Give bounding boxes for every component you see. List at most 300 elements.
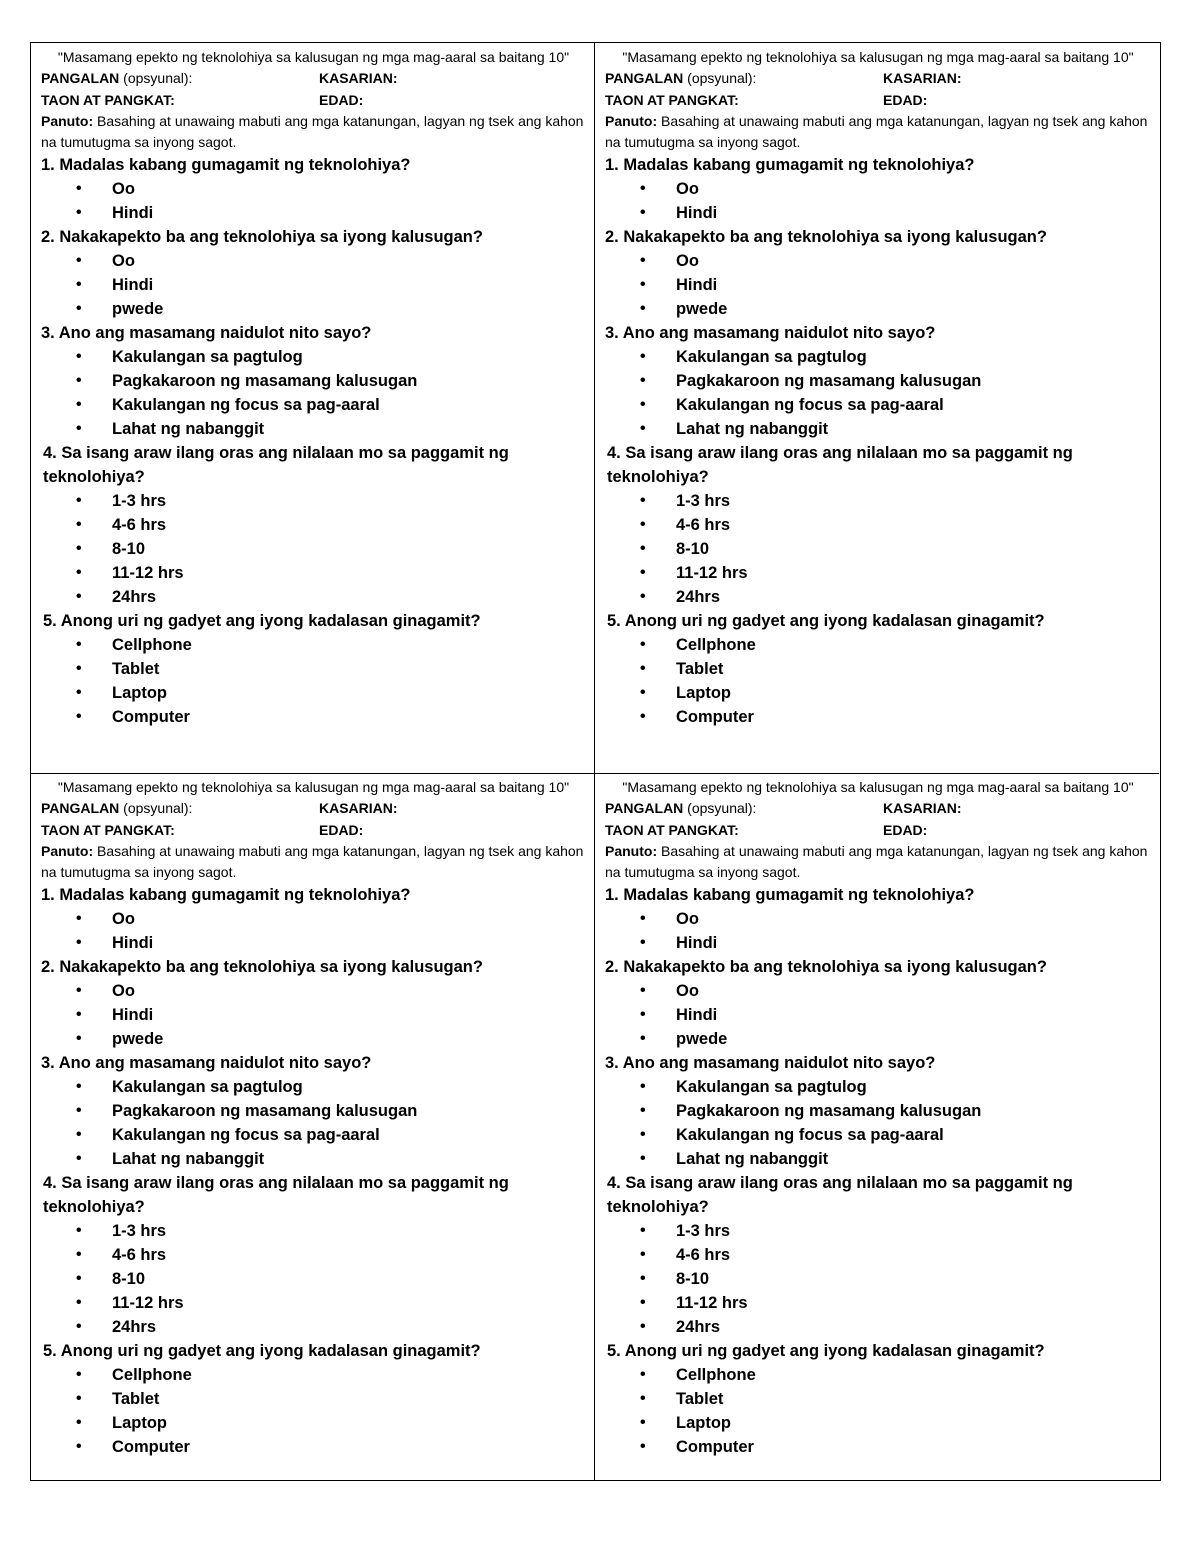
bullet-icon: • — [640, 934, 646, 951]
year-label: TAON AT PANGKAT: — [605, 91, 739, 108]
instructions-text: Basahing at unawaing mabuti ang mga katanungan, lagyan ng tsek ang kahon na tumutugma sa inyong sagot. — [605, 843, 1148, 880]
option[interactable] — [41, 657, 586, 681]
option[interactable] — [605, 1075, 1151, 1099]
instructions — [41, 111, 586, 153]
bullet-icon: • — [76, 276, 82, 293]
question-1-options — [41, 907, 586, 955]
option[interactable] — [605, 249, 1151, 273]
bullet-icon: • — [76, 1390, 82, 1407]
question-5-options — [605, 633, 1151, 729]
bullet-icon: • — [640, 636, 646, 653]
bullet-icon: • — [76, 660, 82, 677]
survey-card — [595, 43, 1159, 774]
question-1-options — [605, 177, 1151, 225]
survey-title: "Masamang epekto ng teknolohiya sa kalusugan ng mga mag-aaral sa baitang 10" — [57, 49, 570, 65]
option[interactable] — [41, 705, 586, 729]
option[interactable] — [41, 907, 586, 931]
option[interactable] — [605, 1027, 1151, 1051]
option[interactable] — [605, 1411, 1151, 1435]
option-label: 8-10 — [112, 540, 146, 558]
option-label: Lahat ng nabanggit — [112, 1150, 265, 1168]
bullet-icon: • — [76, 300, 82, 317]
instructions — [41, 841, 586, 883]
option[interactable] — [41, 1099, 586, 1123]
option-label: pwede — [676, 300, 728, 318]
question-5-options — [605, 1363, 1151, 1459]
question-3: 3. Ano ang masamang naidulot nito sayo? — [41, 1054, 372, 1072]
question-4-options — [605, 489, 1151, 609]
bullet-icon: • — [640, 300, 646, 317]
question-1-options — [41, 177, 586, 225]
bullet-icon: • — [76, 1126, 82, 1143]
bullet-icon: • — [640, 252, 646, 269]
option-label: Computer — [676, 1438, 754, 1456]
question-5: 5. Anong uri ng gadyet ang iyong kadalasan ginagamit? — [43, 612, 481, 630]
option-label: 11-12 hrs — [676, 1294, 748, 1312]
bullet-icon: • — [640, 180, 646, 197]
option-label: Hindi — [676, 204, 718, 222]
bullet-icon: • — [76, 252, 82, 269]
option-label: Tablet — [676, 660, 724, 678]
bullet-icon: • — [76, 492, 82, 509]
instructions — [605, 841, 1151, 883]
bullet-icon: • — [76, 910, 82, 927]
bullet-icon: • — [76, 204, 82, 221]
option[interactable] — [605, 1147, 1151, 1171]
bullet-icon: • — [76, 396, 82, 413]
option[interactable] — [605, 537, 1151, 561]
option[interactable] — [605, 1363, 1151, 1387]
option[interactable] — [41, 177, 586, 201]
question-1: 1. Madalas kabang gumagamit ng teknolohiya? — [41, 156, 411, 174]
bullet-icon: • — [76, 1414, 82, 1431]
name-hint: (opsyunal): — [683, 70, 757, 86]
option-label: Hindi — [112, 276, 154, 294]
bullet-icon: • — [640, 396, 646, 413]
option-label: Hindi — [112, 934, 154, 952]
bullet-icon: • — [76, 564, 82, 581]
option[interactable] — [41, 633, 586, 657]
bullet-icon: • — [76, 934, 82, 951]
option[interactable] — [605, 201, 1151, 225]
option[interactable] — [605, 369, 1151, 393]
option-label: Hindi — [112, 204, 154, 222]
option[interactable] — [41, 1387, 586, 1411]
instructions — [605, 111, 1151, 153]
option[interactable] — [41, 1267, 586, 1291]
option[interactable] — [41, 1411, 586, 1435]
bullet-icon: • — [640, 708, 646, 725]
option[interactable] — [41, 1003, 586, 1027]
option[interactable] — [41, 1435, 586, 1459]
name-label: PANGALAN — [605, 800, 684, 816]
question-2-options — [41, 979, 586, 1051]
bullet-icon: • — [76, 348, 82, 365]
option[interactable] — [41, 489, 586, 513]
option-label: Computer — [112, 1438, 190, 1456]
bullet-icon: • — [76, 1294, 82, 1311]
question-3-options — [41, 1075, 586, 1171]
option-label: 1-3 hrs — [112, 492, 167, 510]
option-label: Oo — [112, 252, 135, 270]
option-label: Kakulangan ng focus sa pag-aaral — [676, 396, 944, 414]
option-label: 24hrs — [676, 1318, 721, 1336]
bullet-icon: • — [640, 1390, 646, 1407]
option[interactable] — [605, 1267, 1151, 1291]
name-label: PANGALAN — [605, 70, 684, 86]
option-label: Oo — [112, 180, 135, 198]
bullet-icon: • — [640, 348, 646, 365]
option[interactable] — [41, 1219, 586, 1243]
bullet-icon: • — [76, 180, 82, 197]
question-3: 3. Ano ang masamang naidulot nito sayo? — [605, 324, 936, 342]
question-3: 3. Ano ang masamang naidulot nito sayo? — [41, 324, 372, 342]
option[interactable] — [605, 1123, 1151, 1147]
option[interactable] — [605, 657, 1151, 681]
option[interactable] — [605, 585, 1151, 609]
option[interactable] — [605, 705, 1151, 729]
question-2-options — [41, 249, 586, 321]
bullet-icon: • — [76, 588, 82, 605]
option-label: Tablet — [112, 660, 160, 678]
instructions-label: Panuto: — [41, 843, 94, 859]
option[interactable] — [41, 681, 586, 705]
name-sex-row — [605, 68, 1151, 90]
name-hint: (opsyunal): — [119, 70, 193, 86]
option-label: Laptop — [112, 684, 167, 702]
bullet-icon: • — [640, 1102, 646, 1119]
question-1-options — [605, 907, 1151, 955]
bullet-icon: • — [640, 1294, 646, 1311]
bullet-icon: • — [76, 1438, 82, 1455]
option[interactable] — [605, 393, 1151, 417]
option[interactable] — [605, 297, 1151, 321]
bullet-icon: • — [640, 684, 646, 701]
option[interactable] — [41, 1075, 586, 1099]
bullet-icon: • — [640, 982, 646, 999]
bullet-icon: • — [76, 982, 82, 999]
option[interactable] — [41, 417, 586, 441]
option[interactable] — [41, 297, 586, 321]
option-label: Oo — [676, 252, 699, 270]
option[interactable] — [605, 345, 1151, 369]
year-label: TAON AT PANGKAT: — [605, 821, 739, 838]
option-label: Kakulangan ng focus sa pag-aaral — [676, 1126, 944, 1144]
option-label: Lahat ng nabanggit — [676, 420, 829, 438]
option-label: pwede — [112, 300, 164, 318]
option-label: Hindi — [676, 934, 718, 952]
year-age-row — [41, 820, 586, 842]
option[interactable] — [605, 1219, 1151, 1243]
bullet-icon: • — [640, 420, 646, 437]
option-label: Tablet — [676, 1390, 724, 1408]
bullet-icon: • — [76, 420, 82, 437]
option-label: Kakulangan sa pagtulog — [112, 1078, 303, 1096]
instructions-label: Panuto: — [41, 113, 94, 129]
instructions-label: Panuto: — [605, 113, 658, 129]
question-5: 5. Anong uri ng gadyet ang iyong kadalasan ginagamit? — [43, 1342, 481, 1360]
bullet-icon: • — [76, 684, 82, 701]
option-label: Hindi — [112, 1006, 154, 1024]
question-4-options — [605, 1219, 1151, 1339]
option-label: 24hrs — [676, 588, 721, 606]
option[interactable] — [41, 249, 586, 273]
option[interactable] — [41, 1315, 586, 1339]
question-4-options — [41, 489, 586, 609]
bullet-icon: • — [640, 204, 646, 221]
option-label: Tablet — [112, 1390, 160, 1408]
instructions-label: Panuto: — [605, 843, 658, 859]
bullet-icon: • — [640, 1318, 646, 1335]
question-4: 4. Sa isang araw ilang oras ang nilalaan mo sa paggamit ng teknolohiya? — [43, 1174, 509, 1216]
option-label: 4-6 hrs — [676, 1246, 731, 1264]
option[interactable] — [605, 633, 1151, 657]
question-1: 1. Madalas kabang gumagamit ng teknolohiya? — [605, 886, 975, 904]
survey-card — [595, 774, 1159, 1480]
sex-label: KASARIAN: — [883, 70, 962, 86]
survey-card — [31, 43, 595, 774]
question-3-options — [41, 345, 586, 441]
name-sex-row — [41, 798, 586, 820]
option[interactable] — [41, 393, 586, 417]
question-4: 4. Sa isang araw ilang oras ang nilalaan mo sa paggamit ng teknolohiya? — [607, 444, 1073, 486]
option[interactable] — [605, 1099, 1151, 1123]
bullet-icon: • — [76, 1102, 82, 1119]
survey-title: "Masamang epekto ng teknolohiya sa kalusugan ng mga mag-aaral sa baitang 10" — [622, 49, 1134, 65]
year-age-row — [605, 820, 1151, 842]
option-label: 8-10 — [676, 540, 710, 558]
question-1: 1. Madalas kabang gumagamit ng teknolohiya? — [605, 156, 975, 174]
question-5: 5. Anong uri ng gadyet ang iyong kadalasan ginagamit? — [607, 1342, 1045, 1360]
survey-title: "Masamang epekto ng teknolohiya sa kalusugan ng mga mag-aaral sa baitang 10" — [622, 779, 1134, 795]
option-label: Oo — [676, 910, 699, 928]
option[interactable] — [605, 513, 1151, 537]
bullet-icon: • — [640, 1246, 646, 1263]
sex-label: KASARIAN: — [319, 70, 398, 86]
option-label: Laptop — [676, 684, 731, 702]
option[interactable] — [605, 1243, 1151, 1267]
instructions-text: Basahing at unawaing mabuti ang mga katanungan, lagyan ng tsek ang kahon na tumutugma sa inyong sagot. — [41, 843, 584, 880]
option-label: Pagkakaroon ng masamang kalusugan — [676, 1102, 982, 1120]
option[interactable] — [41, 585, 586, 609]
bullet-icon: • — [76, 1150, 82, 1167]
option-label: Oo — [676, 180, 699, 198]
bullet-icon: • — [640, 492, 646, 509]
option-label: Pagkakaroon ng masamang kalusugan — [676, 372, 982, 390]
bullet-icon: • — [640, 516, 646, 533]
question-2: 2. Nakakapekto ba ang teknolohiya sa iyong kalusugan? — [41, 958, 483, 976]
age-label: EDAD: — [883, 91, 928, 108]
option[interactable] — [605, 1003, 1151, 1027]
bullet-icon: • — [640, 1006, 646, 1023]
bullet-icon: • — [640, 1150, 646, 1167]
option-label: 4-6 hrs — [676, 516, 731, 534]
year-age-row — [605, 90, 1151, 112]
bullet-icon: • — [640, 564, 646, 581]
bullet-icon: • — [640, 1126, 646, 1143]
name-label: PANGALAN — [41, 800, 120, 816]
option[interactable] — [41, 1123, 586, 1147]
option-label: 4-6 hrs — [112, 1246, 167, 1264]
question-3: 3. Ano ang masamang naidulot nito sayo? — [605, 1054, 936, 1072]
option-label: Laptop — [676, 1414, 731, 1432]
name-label: PANGALAN — [41, 70, 120, 86]
question-2: 2. Nakakapekto ba ang teknolohiya sa iyong kalusugan? — [605, 228, 1047, 246]
option[interactable] — [605, 979, 1151, 1003]
question-5-options — [41, 1363, 586, 1459]
year-label: TAON AT PANGKAT: — [41, 821, 175, 838]
option[interactable] — [605, 561, 1151, 585]
option-label: 24hrs — [112, 1318, 157, 1336]
option-label: Hindi — [676, 1006, 718, 1024]
question-2-options — [605, 249, 1151, 321]
option-label: Kakulangan sa pagtulog — [112, 348, 303, 366]
bullet-icon: • — [640, 1030, 646, 1047]
survey-sheet — [30, 42, 1161, 1481]
option[interactable] — [41, 369, 586, 393]
bullet-icon: • — [640, 660, 646, 677]
option-label: 11-12 hrs — [112, 1294, 184, 1312]
option-label: Kakulangan ng focus sa pag-aaral — [112, 396, 380, 414]
survey-card — [31, 774, 595, 1480]
bullet-icon: • — [640, 910, 646, 927]
age-label: EDAD: — [883, 821, 928, 838]
bullet-icon: • — [76, 1030, 82, 1047]
option[interactable] — [605, 907, 1151, 931]
option-label: pwede — [676, 1030, 728, 1048]
option[interactable] — [41, 1291, 586, 1315]
age-label: EDAD: — [319, 91, 364, 108]
option[interactable] — [41, 931, 586, 955]
option[interactable] — [605, 1291, 1151, 1315]
question-5-options — [41, 633, 586, 729]
bullet-icon: • — [640, 1222, 646, 1239]
question-2-options — [605, 979, 1151, 1051]
question-3-options — [605, 345, 1151, 441]
option[interactable] — [41, 1363, 586, 1387]
question-2: 2. Nakakapekto ba ang teknolohiya sa iyong kalusugan? — [605, 958, 1047, 976]
bullet-icon: • — [640, 372, 646, 389]
option-label: Oo — [112, 910, 135, 928]
option[interactable] — [605, 417, 1151, 441]
question-5: 5. Anong uri ng gadyet ang iyong kadalasan ginagamit? — [607, 612, 1045, 630]
bullet-icon: • — [76, 708, 82, 725]
option-label: Lahat ng nabanggit — [112, 420, 265, 438]
option-label: Pagkakaroon ng masamang kalusugan — [112, 372, 418, 390]
question-1: 1. Madalas kabang gumagamit ng teknolohiya? — [41, 886, 411, 904]
bullet-icon: • — [76, 1078, 82, 1095]
option[interactable] — [41, 537, 586, 561]
question-4: 4. Sa isang araw ilang oras ang nilalaan mo sa paggamit ng teknolohiya? — [43, 444, 509, 486]
question-4: 4. Sa isang araw ilang oras ang nilalaan mo sa paggamit ng teknolohiya? — [607, 1174, 1073, 1216]
survey-title: "Masamang epekto ng teknolohiya sa kalusugan ng mga mag-aaral sa baitang 10" — [57, 779, 570, 795]
question-2: 2. Nakakapekto ba ang teknolohiya sa iyong kalusugan? — [41, 228, 483, 246]
option-label: pwede — [112, 1030, 164, 1048]
option-label: Pagkakaroon ng masamang kalusugan — [112, 1102, 418, 1120]
option-label: Cellphone — [112, 636, 192, 654]
bullet-icon: • — [640, 1438, 646, 1455]
year-label: TAON AT PANGKAT: — [41, 91, 175, 108]
instructions-text: Basahing at unawaing mabuti ang mga katanungan, lagyan ng tsek ang kahon na tumutugma sa inyong sagot. — [605, 113, 1148, 150]
sex-label: KASARIAN: — [883, 800, 962, 816]
option[interactable] — [41, 1243, 586, 1267]
option-label: 8-10 — [676, 1270, 710, 1288]
bullet-icon: • — [76, 1006, 82, 1023]
bullet-icon: • — [640, 1078, 646, 1095]
option-label: 24hrs — [112, 588, 157, 606]
option-label: 11-12 hrs — [676, 564, 748, 582]
question-3-options — [605, 1075, 1151, 1171]
name-sex-row — [605, 798, 1151, 820]
bullet-icon: • — [640, 540, 646, 557]
option[interactable] — [605, 177, 1151, 201]
option[interactable] — [605, 681, 1151, 705]
option[interactable] — [605, 1387, 1151, 1411]
bullet-icon: • — [76, 1318, 82, 1335]
instructions-text: Basahing at unawaing mabuti ang mga katanungan, lagyan ng tsek ang kahon na tumutugma sa inyong sagot. — [41, 113, 584, 150]
option-label: Kakulangan sa pagtulog — [676, 1078, 867, 1096]
year-age-row — [41, 90, 586, 112]
bullet-icon: • — [76, 1222, 82, 1239]
name-sex-row — [41, 68, 586, 90]
option-label: 11-12 hrs — [112, 564, 184, 582]
option[interactable] — [605, 1315, 1151, 1339]
bullet-icon: • — [76, 516, 82, 533]
option[interactable] — [605, 1435, 1151, 1459]
bullet-icon: • — [76, 1246, 82, 1263]
option[interactable] — [605, 931, 1151, 955]
option[interactable] — [41, 201, 586, 225]
bullet-icon: • — [640, 276, 646, 293]
option[interactable] — [41, 979, 586, 1003]
option-label: Oo — [676, 982, 699, 1000]
option-label: Computer — [112, 708, 190, 726]
option-label: Laptop — [112, 1414, 167, 1432]
option[interactable] — [41, 561, 586, 585]
option-label: Hindi — [676, 276, 718, 294]
bullet-icon: • — [76, 636, 82, 653]
bullet-icon: • — [640, 1366, 646, 1383]
option[interactable] — [605, 489, 1151, 513]
option[interactable] — [41, 345, 586, 369]
bullet-icon: • — [76, 1270, 82, 1287]
option-label: Lahat ng nabanggit — [676, 1150, 829, 1168]
option-label: 8-10 — [112, 1270, 146, 1288]
bullet-icon: • — [76, 1366, 82, 1383]
bullet-icon: • — [76, 372, 82, 389]
bullet-icon: • — [640, 1414, 646, 1431]
option[interactable] — [41, 513, 586, 537]
sex-label: KASARIAN: — [319, 800, 398, 816]
question-4-options — [41, 1219, 586, 1339]
option-label: 1-3 hrs — [112, 1222, 167, 1240]
option[interactable] — [41, 273, 586, 297]
name-hint: (opsyunal): — [119, 800, 193, 816]
option-label: 1-3 hrs — [676, 492, 731, 510]
option-label: Cellphone — [676, 1366, 756, 1384]
age-label: EDAD: — [319, 821, 364, 838]
option[interactable] — [41, 1027, 586, 1051]
option-label: Kakulangan ng focus sa pag-aaral — [112, 1126, 380, 1144]
bullet-icon: • — [76, 540, 82, 557]
option-label: Computer — [676, 708, 754, 726]
option[interactable] — [41, 1147, 586, 1171]
option-label: Oo — [112, 982, 135, 1000]
option[interactable] — [605, 273, 1151, 297]
option-label: Cellphone — [112, 1366, 192, 1384]
option-label: Cellphone — [676, 636, 756, 654]
option-label: Kakulangan sa pagtulog — [676, 348, 867, 366]
